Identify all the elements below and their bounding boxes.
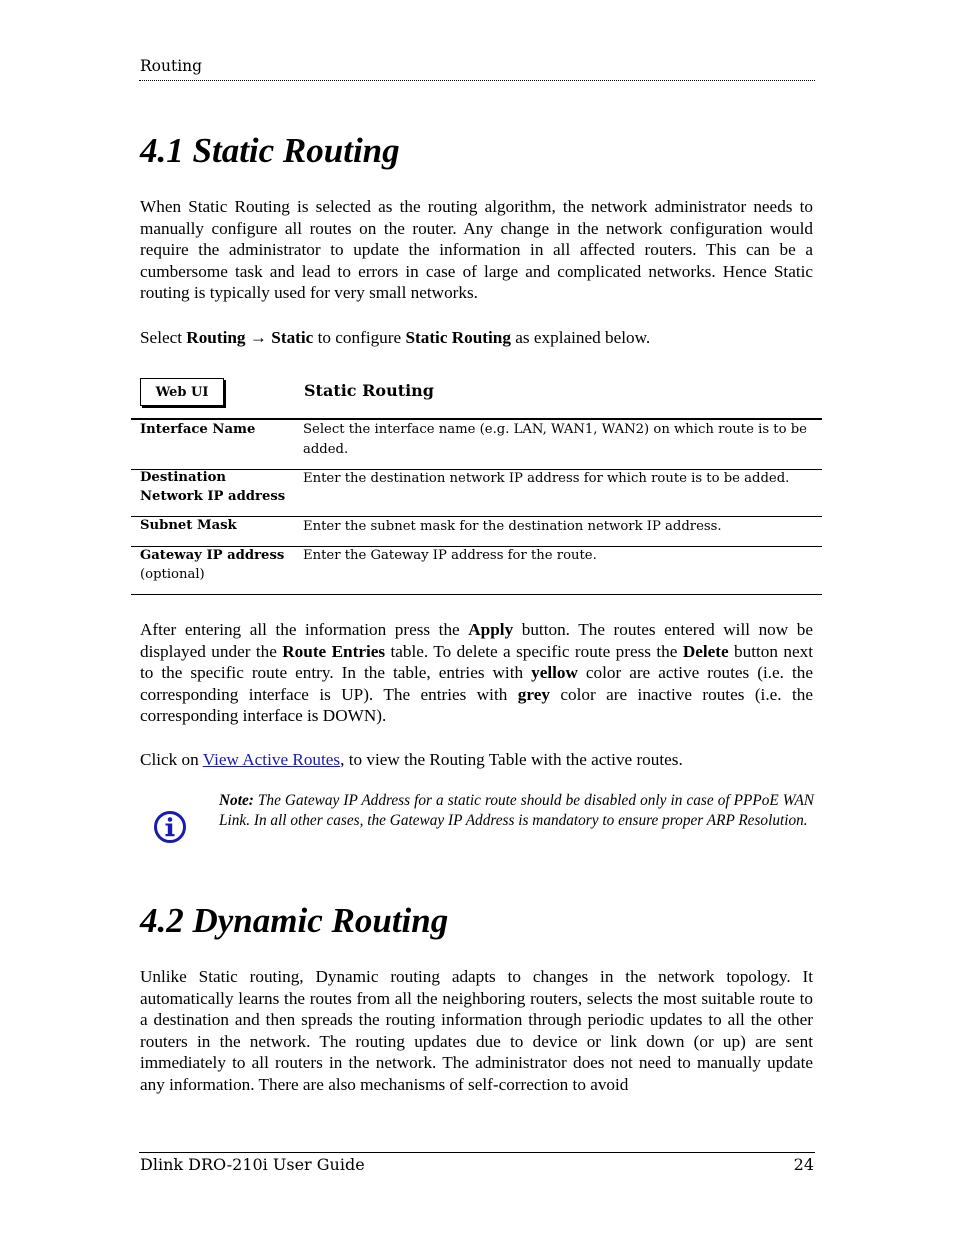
select-suffix: as explained below. [510,328,651,347]
apply-text-6: color are inactive routes (i.e. the corresponding interface is DOWN). [140,684,814,725]
note-body: The Gateway IP Address for a static route should be disabled only in case of PPPoE WAN Link. In all other cases, the Gateway IP Address is mandatory to ensure proper ARP Resolution. [219,792,814,830]
grey-keyword: grey [517,684,550,704]
apply-instructions [140,619,813,727]
apply-text-2: button. The routes entered will now be displayed under the [140,620,813,661]
gateway-optional: (optional) [140,566,205,582]
field-name-interface: Interface Name [140,422,256,437]
yellow-keyword: yellow [531,663,578,682]
header-divider [139,80,815,81]
table-title: Static Routing [304,381,434,400]
gateway-label: Gateway IP address [140,548,285,563]
static-routing-intro [140,196,813,304]
field-name-subnet-mask: Subnet Mask [140,518,237,533]
select-target: Static Routing [405,328,511,347]
field-desc-gateway: Enter the Gateway IP address for the route. [303,548,597,563]
apply-keyword: Apply [468,620,514,639]
intro-text: When Static Routing is selected as the routing algorithm, the network administrator needs to manually configure all routes on the router. Any change in the network configuration would require the administrator to update the information in all affected routers. This can be a cumbersome task and lead to errors in case of large and complicated networks. Hence Static routing is typically used for very small networks. [140,197,813,302]
select-middle: to configure [313,328,406,347]
field-name-destination: Destination Network IP address [140,470,286,504]
apply-text-5: color are active routes (i.e. the corresponding interface is UP). The entries with [140,663,813,704]
dynamic-text: Unlike Static routing, Dynamic routing adapts to changes in the network topology. It automatically learns the routes from all the neighboring routers, selects the most suitable route to a destination and then spreads the routing information through periodic updates to all the other routers in the network. The routing updates due to device or link down (or up) are sent immediately to all routers in the network. The administrator does not need to manually update any information. There are also mechanisms of self-correction to avoid [140,967,813,1094]
field-desc-destination: Enter the destination network IP address for which route is to be added. [303,471,790,486]
apply-text-3: table. To delete a specific route press the [385,641,683,661]
note-text [219,791,814,832]
field-desc-interface: Select the interface name (e.g. LAN, WAN1, WAN2) on which route is to be added. [303,422,807,457]
select-instruction [140,327,813,349]
section-heading-static-routing: 4.1 Static Routing [140,131,400,170]
click-suffix: , to view the Routing Table with the active routes. [340,750,683,769]
select-prefix: Select [140,328,187,347]
note-label: Note: [219,792,254,809]
info-icon [153,810,187,844]
running-header: Routing [140,57,203,75]
page-number: 24 [793,1155,814,1174]
view-routes-line [140,749,813,771]
delete-keyword: Delete [682,641,729,661]
footer-guide-title: Dlink DRO-210i User Guide [140,1155,365,1174]
field-name-gateway [140,547,300,584]
web-ui-badge: Web UI [140,378,224,406]
section-heading-dynamic-routing: 4.2 Dynamic Routing [140,901,449,940]
menu-path: Routing → Static [186,328,314,347]
view-active-routes-link[interactable]: View Active Routes [202,750,341,769]
table-bottom-rule [131,594,822,595]
click-prefix: Click on [140,750,203,769]
field-desc-subnet-mask: Enter the subnet mask for the destination network IP address. [303,519,722,534]
apply-text-4: button next to the specific route entry. In the table, entries with [140,641,813,682]
dynamic-routing-text [140,966,813,1095]
apply-text-1: After entering all the information press the [140,620,469,639]
route-entries-keyword: Route Entries [282,641,386,661]
footer-divider [139,1152,815,1153]
